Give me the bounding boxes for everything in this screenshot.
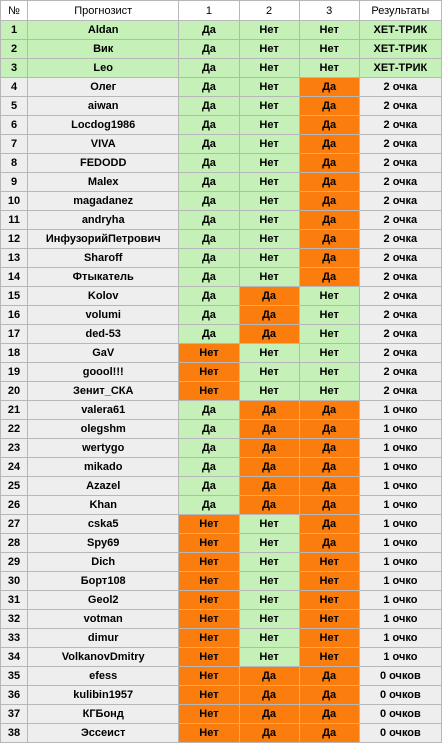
table-row [1, 325, 442, 344]
answer-3: Нет [299, 572, 359, 591]
answer-1: Да [179, 420, 239, 439]
table-row [1, 211, 442, 230]
answer-2: Нет [239, 344, 299, 363]
table-row [1, 515, 442, 534]
result-value: 2 очка [359, 287, 441, 306]
answer-1: Да [179, 249, 239, 268]
result-value: 2 очка [359, 325, 441, 344]
header-num: № [1, 1, 28, 21]
row-number: 6 [1, 116, 28, 135]
row-number: 11 [1, 211, 28, 230]
result-value: 0 очков [359, 686, 441, 705]
answer-2: Нет [239, 135, 299, 154]
answer-2: Нет [239, 21, 299, 40]
table-row [1, 572, 442, 591]
answer-2: Да [239, 496, 299, 515]
forecaster-name: Azazel [28, 477, 179, 496]
row-number: 26 [1, 496, 28, 515]
answer-3: Да [299, 192, 359, 211]
answer-3: Да [299, 78, 359, 97]
table-body [1, 21, 442, 743]
forecaster-name: VIVA [28, 135, 179, 154]
forecaster-name: Олег [28, 78, 179, 97]
answer-2: Да [239, 401, 299, 420]
answer-1: Да [179, 496, 239, 515]
forecaster-name: Spy69 [28, 534, 179, 553]
answer-3: Да [299, 496, 359, 515]
answer-1: Нет [179, 629, 239, 648]
forecaster-name: Leo [28, 59, 179, 78]
forecaster-name: Dich [28, 553, 179, 572]
forecaster-name: mikado [28, 458, 179, 477]
forecaster-name: Эссеист [28, 724, 179, 743]
result-value: ХЕТ-ТРИК [359, 21, 441, 40]
answer-3: Да [299, 116, 359, 135]
forecaster-name: kulibin1957 [28, 686, 179, 705]
table-row [1, 420, 442, 439]
result-value: 1 очко [359, 648, 441, 667]
answer-3: Нет [299, 610, 359, 629]
answer-3: Нет [299, 287, 359, 306]
answer-1: Да [179, 97, 239, 116]
result-value: 1 очко [359, 439, 441, 458]
result-value: 2 очка [359, 97, 441, 116]
table-row [1, 401, 442, 420]
answer-3: Нет [299, 629, 359, 648]
forecaster-name: wertygo [28, 439, 179, 458]
answer-3: Да [299, 724, 359, 743]
row-number: 23 [1, 439, 28, 458]
table-row [1, 629, 442, 648]
answer-3: Да [299, 401, 359, 420]
answer-2: Да [239, 667, 299, 686]
row-number: 5 [1, 97, 28, 116]
answer-2: Нет [239, 192, 299, 211]
answer-1: Нет [179, 610, 239, 629]
table-row [1, 591, 442, 610]
forecaster-name: efess [28, 667, 179, 686]
row-number: 18 [1, 344, 28, 363]
forecaster-name: Вик [28, 40, 179, 59]
table-row [1, 306, 442, 325]
row-number: 2 [1, 40, 28, 59]
result-value: ХЕТ-ТРИК [359, 59, 441, 78]
answer-1: Да [179, 325, 239, 344]
answer-2: Нет [239, 629, 299, 648]
table-row [1, 59, 442, 78]
table-row [1, 724, 442, 743]
forecaster-name: Зенит_СКА [28, 382, 179, 401]
answer-2: Да [239, 420, 299, 439]
answer-2: Нет [239, 78, 299, 97]
row-number: 28 [1, 534, 28, 553]
table-row [1, 268, 442, 287]
answer-2: Нет [239, 515, 299, 534]
answer-3: Да [299, 230, 359, 249]
result-value: 1 очко [359, 515, 441, 534]
answer-2: Нет [239, 173, 299, 192]
forecaster-name: votman [28, 610, 179, 629]
answer-3: Да [299, 97, 359, 116]
answer-1: Нет [179, 591, 239, 610]
answer-3: Нет [299, 59, 359, 78]
answer-2: Нет [239, 553, 299, 572]
answer-3: Нет [299, 325, 359, 344]
row-number: 14 [1, 268, 28, 287]
answer-3: Да [299, 249, 359, 268]
forecaster-name: Sharoff [28, 249, 179, 268]
table-row [1, 192, 442, 211]
answer-1: Нет [179, 344, 239, 363]
answer-2: Да [239, 287, 299, 306]
answer-1: Да [179, 458, 239, 477]
table-row [1, 116, 442, 135]
row-number: 36 [1, 686, 28, 705]
forecaster-name: magadanez [28, 192, 179, 211]
forecaster-name: Kolov [28, 287, 179, 306]
answer-1: Да [179, 439, 239, 458]
answer-3: Да [299, 705, 359, 724]
answer-2: Нет [239, 230, 299, 249]
answer-3: Нет [299, 648, 359, 667]
answer-2: Нет [239, 40, 299, 59]
table-row [1, 97, 442, 116]
forecaster-name: ded-53 [28, 325, 179, 344]
answer-1: Нет [179, 686, 239, 705]
answer-2: Нет [239, 572, 299, 591]
table-row [1, 553, 442, 572]
table-row [1, 40, 442, 59]
answer-1: Нет [179, 648, 239, 667]
answer-3: Нет [299, 591, 359, 610]
row-number: 16 [1, 306, 28, 325]
result-value: 0 очков [359, 667, 441, 686]
table-row [1, 534, 442, 553]
answer-3: Да [299, 420, 359, 439]
row-number: 27 [1, 515, 28, 534]
answer-3: Да [299, 439, 359, 458]
answer-3: Нет [299, 40, 359, 59]
answer-2: Нет [239, 59, 299, 78]
answer-2: Да [239, 705, 299, 724]
forecaster-name: КГБонд [28, 705, 179, 724]
table-row [1, 477, 442, 496]
answer-1: Да [179, 211, 239, 230]
answer-3: Да [299, 211, 359, 230]
forecaster-name: VolkanovDmitry [28, 648, 179, 667]
row-number: 38 [1, 724, 28, 743]
forecaster-name: Khan [28, 496, 179, 515]
result-value: 1 очко [359, 553, 441, 572]
result-value: 1 очко [359, 420, 441, 439]
row-number: 4 [1, 78, 28, 97]
answer-1: Да [179, 154, 239, 173]
answer-2: Нет [239, 97, 299, 116]
answer-3: Нет [299, 21, 359, 40]
result-value: 2 очка [359, 268, 441, 287]
answer-3: Нет [299, 382, 359, 401]
answer-2: Нет [239, 154, 299, 173]
row-number: 29 [1, 553, 28, 572]
result-value: 1 очко [359, 401, 441, 420]
result-value: 2 очка [359, 135, 441, 154]
row-number: 35 [1, 667, 28, 686]
answer-3: Нет [299, 363, 359, 382]
table-row [1, 78, 442, 97]
table-row [1, 667, 442, 686]
forecaster-name: volumi [28, 306, 179, 325]
answer-1: Нет [179, 515, 239, 534]
result-value: 2 очка [359, 192, 441, 211]
answer-1: Да [179, 78, 239, 97]
row-number: 34 [1, 648, 28, 667]
row-number: 3 [1, 59, 28, 78]
result-value: 2 очка [359, 306, 441, 325]
table-row [1, 686, 442, 705]
answer-3: Нет [299, 553, 359, 572]
header-result: Результаты [359, 1, 441, 21]
forecaster-name: valera61 [28, 401, 179, 420]
answer-1: Да [179, 306, 239, 325]
header-row [1, 1, 442, 21]
answer-2: Да [239, 306, 299, 325]
answer-3: Да [299, 268, 359, 287]
answer-3: Да [299, 154, 359, 173]
answer-3: Да [299, 477, 359, 496]
answer-3: Да [299, 667, 359, 686]
row-number: 31 [1, 591, 28, 610]
result-value: 2 очка [359, 344, 441, 363]
result-value: 2 очка [359, 363, 441, 382]
forecaster-name: Фтыкатель [28, 268, 179, 287]
answer-1: Нет [179, 705, 239, 724]
table-row [1, 249, 442, 268]
answer-2: Нет [239, 591, 299, 610]
row-number: 13 [1, 249, 28, 268]
answer-2: Нет [239, 534, 299, 553]
forecaster-name: GaV [28, 344, 179, 363]
table-row [1, 135, 442, 154]
answer-1: Да [179, 59, 239, 78]
answer-1: Нет [179, 534, 239, 553]
answer-1: Да [179, 477, 239, 496]
forecaster-name: Борт108 [28, 572, 179, 591]
answer-3: Да [299, 515, 359, 534]
result-value: 0 очков [359, 724, 441, 743]
table-row [1, 496, 442, 515]
result-value: 1 очко [359, 496, 441, 515]
forecaster-name: Malex [28, 173, 179, 192]
answer-1: Нет [179, 363, 239, 382]
result-value: 1 очко [359, 591, 441, 610]
answer-2: Нет [239, 211, 299, 230]
row-number: 20 [1, 382, 28, 401]
result-value: 2 очка [359, 211, 441, 230]
answer-2: Да [239, 325, 299, 344]
row-number: 8 [1, 154, 28, 173]
answer-2: Нет [239, 268, 299, 287]
answer-1: Да [179, 40, 239, 59]
header-q1: 1 [179, 1, 239, 21]
answer-1: Да [179, 287, 239, 306]
forecaster-name: olegshm [28, 420, 179, 439]
row-number: 19 [1, 363, 28, 382]
row-number: 37 [1, 705, 28, 724]
answer-3: Да [299, 686, 359, 705]
answer-2: Да [239, 686, 299, 705]
answer-3: Нет [299, 344, 359, 363]
table-row [1, 230, 442, 249]
answer-2: Да [239, 724, 299, 743]
forecaster-name: goool!!! [28, 363, 179, 382]
answer-1: Да [179, 192, 239, 211]
answer-1: Да [179, 116, 239, 135]
result-value: 2 очка [359, 78, 441, 97]
table-row [1, 458, 442, 477]
table-row [1, 439, 442, 458]
result-value: 2 очка [359, 230, 441, 249]
forecaster-name: cska5 [28, 515, 179, 534]
row-number: 9 [1, 173, 28, 192]
forecaster-name: Geol2 [28, 591, 179, 610]
row-number: 25 [1, 477, 28, 496]
row-number: 10 [1, 192, 28, 211]
answer-3: Да [299, 534, 359, 553]
answer-1: Да [179, 21, 239, 40]
answer-1: Нет [179, 572, 239, 591]
answer-2: Да [239, 477, 299, 496]
table-row [1, 705, 442, 724]
answer-2: Нет [239, 116, 299, 135]
forecaster-name: ИнфузорийПетрович [28, 230, 179, 249]
row-number: 21 [1, 401, 28, 420]
row-number: 32 [1, 610, 28, 629]
result-value: 1 очко [359, 534, 441, 553]
forecaster-name: FEDODD [28, 154, 179, 173]
forecaster-name: aiwan [28, 97, 179, 116]
answer-2: Нет [239, 610, 299, 629]
table-row [1, 648, 442, 667]
table-row [1, 344, 442, 363]
header-q3: 3 [299, 1, 359, 21]
forecaster-name: Locdog1986 [28, 116, 179, 135]
row-number: 7 [1, 135, 28, 154]
answer-2: Да [239, 458, 299, 477]
forecaster-name: dimur [28, 629, 179, 648]
answer-2: Нет [239, 382, 299, 401]
row-number: 1 [1, 21, 28, 40]
answer-1: Да [179, 173, 239, 192]
result-value: ХЕТ-ТРИК [359, 40, 441, 59]
header-name: Прогнозист [28, 1, 179, 21]
row-number: 24 [1, 458, 28, 477]
result-value: 1 очко [359, 629, 441, 648]
row-number: 22 [1, 420, 28, 439]
result-value: 0 очков [359, 705, 441, 724]
result-value: 1 очко [359, 477, 441, 496]
table-row [1, 610, 442, 629]
header-q2: 2 [239, 1, 299, 21]
table-row [1, 363, 442, 382]
answer-1: Нет [179, 382, 239, 401]
answer-2: Да [239, 439, 299, 458]
answer-2: Нет [239, 648, 299, 667]
answer-1: Да [179, 268, 239, 287]
forecaster-name: andryha [28, 211, 179, 230]
answer-1: Да [179, 230, 239, 249]
result-value: 2 очка [359, 116, 441, 135]
answer-3: Да [299, 458, 359, 477]
table-row [1, 287, 442, 306]
answer-3: Да [299, 135, 359, 154]
result-value: 1 очко [359, 458, 441, 477]
table-row [1, 382, 442, 401]
forecaster-name: Aldan [28, 21, 179, 40]
answer-1: Нет [179, 724, 239, 743]
answer-1: Нет [179, 553, 239, 572]
result-value: 2 очка [359, 249, 441, 268]
table-row [1, 154, 442, 173]
table-row [1, 173, 442, 192]
answer-2: Нет [239, 363, 299, 382]
row-number: 30 [1, 572, 28, 591]
row-number: 12 [1, 230, 28, 249]
table-row [1, 21, 442, 40]
result-value: 2 очка [359, 154, 441, 173]
answer-1: Да [179, 401, 239, 420]
answer-1: Да [179, 135, 239, 154]
row-number: 33 [1, 629, 28, 648]
result-value: 1 очко [359, 610, 441, 629]
answer-1: Нет [179, 667, 239, 686]
answer-2: Нет [239, 249, 299, 268]
row-number: 17 [1, 325, 28, 344]
result-value: 1 очко [359, 572, 441, 591]
row-number: 15 [1, 287, 28, 306]
result-value: 2 очка [359, 173, 441, 192]
answer-3: Нет [299, 306, 359, 325]
answer-3: Да [299, 173, 359, 192]
result-value: 2 очка [359, 382, 441, 401]
